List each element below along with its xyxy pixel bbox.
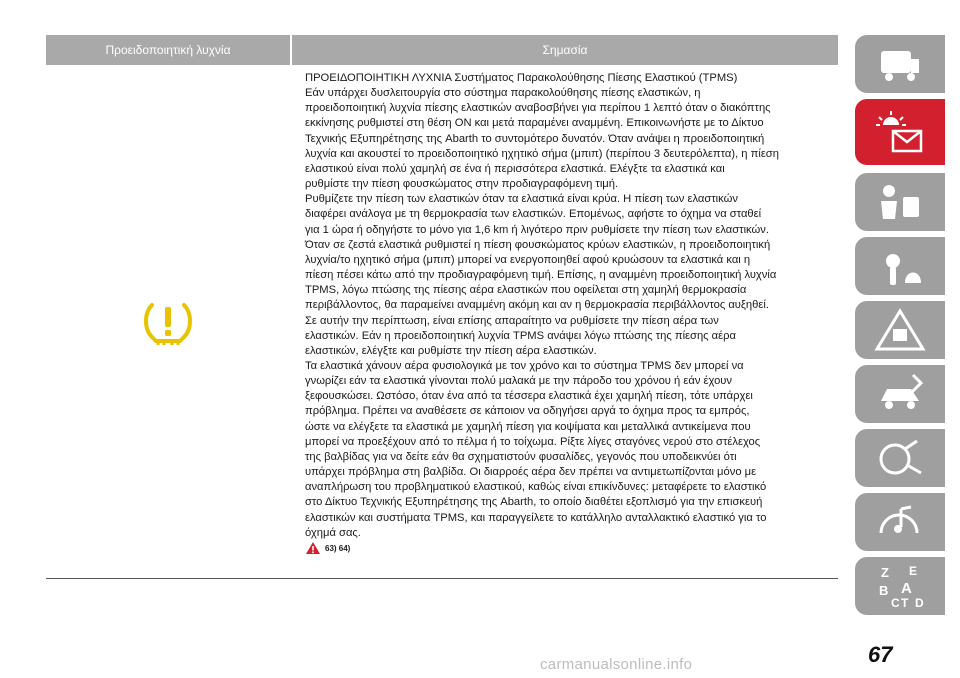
meaning-text xyxy=(305,71,835,541)
body-line: ώστε να ελέγξετε τα ελαστικά με χαμηλή πίεση για κοψίματα και μεταλλικά αντικείμενα που xyxy=(305,420,751,433)
technical-data-icon xyxy=(871,435,929,481)
body-line: λυχνία/το ηχητικό σήμα (μπιπ) μπορεί να ενεργοποιηθεί αφού κρυώσουν τα ελαστικά και η xyxy=(305,253,751,266)
body-line: Τεχνικής Εξυπηρέτησης της Abarth το συντομότερο δυνατόν. Όταν ανάψει η προειδοποιητική xyxy=(305,132,765,145)
car-maintenance-icon xyxy=(871,371,929,417)
body-line: πρόβλημα. Πρέπει να αναθέσετε σε κάποιον να οδηγήσει αργά το όχημα προς τα εμπρός, xyxy=(305,405,750,418)
warning-light-envelope-icon xyxy=(871,109,929,155)
car-emergency-icon xyxy=(871,307,929,353)
car-dashboard-icon xyxy=(871,41,929,87)
body-line: Εάν υπάρχει δυσλειτουργία στο σύστημα παρακολούθησης πίεσης ελαστικών, η xyxy=(305,87,701,100)
tab-technical-data[interactable] xyxy=(855,429,945,487)
body-line: για 1 ώρα ή οδηγήστε το μόνο για 1,6 km ή λιγότερο πριν ρυθμίσετε την πίεση των ελαστικών. xyxy=(305,223,769,236)
tab-warning-lights[interactable] xyxy=(855,99,945,165)
body-line: αναπλήρωση του προβληματικού ελαστικού, καθώς είναι επικίνδυνες: μεταφέρετε το ελαστικό xyxy=(305,481,767,494)
table-header xyxy=(46,35,838,65)
body-line: της βαλβίδας για να δείτε εάν θα σχηματιστούν φυσαλίδες, γεγονός που υποδεικνύει ότι xyxy=(305,450,737,463)
tab-safety[interactable] xyxy=(855,173,945,231)
body-line: Όταν σε ζεστά ελαστικά ρυθμιστεί η πίεση φουσκώματος κρύων ελαστικών, η προειδοποιητική xyxy=(305,238,771,251)
body-line: λυχνία και ακουστεί το προειδοποιητικό ηχητικό σήμα (μπιπ) (περίπου 3 δευτερόλεπτα), η πίεση xyxy=(305,147,779,160)
body-line: ελαστικών, ελέγξτε και ρυθμίστε την πίεση αέρα ελαστικών. xyxy=(305,344,597,357)
body-line: στο Δίκτυο Τεχνικής Εξυπηρέτησης της Abarth, το οποίο διαθέτει εξοπλισμό για την επισκευή xyxy=(305,496,763,509)
steering-wheel-key-icon xyxy=(871,243,929,289)
chapter-tabs xyxy=(855,35,960,621)
alphabetical-index-icon xyxy=(871,563,929,609)
body-line: υπάρχει πρόβλημα στη βαλβίδα. Οι διαρροές αέρα δεν πρέπει να αντιμετωπίζονται μόνο με xyxy=(305,466,757,479)
body-line: TPMS, λόγω πτώσης της πίεσης αέρα ελαστικών που οφείλεται στη χαμηλή θερμοκρασία xyxy=(305,284,747,297)
page-number: 67 xyxy=(868,642,893,667)
warning-triangle-icon xyxy=(305,541,321,555)
index-letter: T xyxy=(901,596,909,609)
header-meaning: Σημασία xyxy=(292,35,838,65)
index-letter: E xyxy=(909,564,918,578)
index-letter: Z xyxy=(881,565,889,580)
body-line: Σε αυτήν την περίπτωση, είναι επίσης απαραίτητο να ρυθμίσετε την πίεση αέρα των xyxy=(305,314,719,327)
warning-references xyxy=(305,538,350,558)
body-line: ελαστικών. Εάν η προειδοποιητική λυχνία TPMS ανάψει λόγω πτώσης της πίεσης αέρα xyxy=(305,329,736,342)
index-letter: A xyxy=(901,580,912,597)
body-line: ελαστικών και συστήματα TPMS, και παραγγείλετε το κατάλληλο ανταλλακτικό ελαστικό για το xyxy=(305,511,767,524)
body-line: ξεφουσκώσει. Ωστόσο, όταν ένα από τα τέσσερα ελαστικά έχει χαμηλή πίεση, τότε υπάρχει xyxy=(305,390,753,403)
body-line: περιβάλλοντος, θα παραμείνει αναμμένη ακόμη και αν η θερμοκρασία περιβάλλοντος αυξηθεί. xyxy=(305,299,769,312)
index-letter: C xyxy=(891,596,900,609)
body-line: ελαστικού είναι πολύ χαμηλή σε ένα ή περισσότερα ελαστικά. Ελέγξτε τα ελαστικά και xyxy=(305,162,725,175)
header-warning-light: Προειδοποιητική λυχνία xyxy=(46,35,290,65)
tab-dashboard[interactable] xyxy=(855,35,945,93)
body-line: διαφέρει ανάλογα με τη θερμοκρασία των ελαστικών. Επομένως, αφήστε το όχημα να σταθεί xyxy=(305,208,762,221)
multimedia-icon xyxy=(871,499,929,545)
car-safety-icon xyxy=(871,179,929,225)
body-line: εκκίνησης ρυθμιστεί στη θέση ON και μετά παραμένει αναμμένη. Επικοινωνήστε με το Δίκτυο xyxy=(305,117,764,130)
warning-light-cell xyxy=(46,66,290,576)
tab-index[interactable] xyxy=(855,557,945,615)
body-line: ΠΡΟΕΙΔΟΠΟΙΗΤΙΚΗ ΛΥΧΝΙΑ Συστήματος Παρακολούθησης Πίεσης Ελαστικού (TPMS) xyxy=(305,72,738,84)
body-line: όχημά σας. xyxy=(305,526,361,539)
tab-starting-driving[interactable] xyxy=(855,237,945,295)
tab-multimedia[interactable] xyxy=(855,493,945,551)
tab-emergency[interactable] xyxy=(855,301,945,359)
body-line: γνωρίζει εάν τα ελαστικά γίνονται πολύ μαλακά με την πάροδο του χρόνου ή εάν έχουν xyxy=(305,375,733,388)
body-line: προειδοποιητική λυχνία πίεσης ελαστικών αναβοσβήνει για περίπου 1 λεπτό όταν ο διακόπτης xyxy=(305,102,771,115)
warning-refs-text[interactable]: 63) 64) xyxy=(325,543,351,553)
body-line: πίεση πέσει κάτω από την προδιαγραφόμενη τιμή. Επίσης, η αναμμένη προειδοποιητική λυχνία xyxy=(305,269,777,282)
body-line: ρυθμίστε την πίεση φουσκώματος στην προδιαγραφόμενη τιμή. xyxy=(305,178,619,191)
table-bottom-rule xyxy=(46,578,838,579)
body-line: Ρυθμίζετε την πίεση των ελαστικών όταν τα ελαστικά είναι κρύα. Η πίεση των ελαστικών xyxy=(305,193,738,206)
tyre-pressure-warning-icon xyxy=(140,295,196,347)
tab-maintenance[interactable] xyxy=(855,365,945,423)
body-line: Τα ελαστικά χάνουν αέρα φυσιολογικά με τον χρόνο και το σύστημα TPMS δεν μπορεί να xyxy=(305,359,744,372)
index-letter: D xyxy=(915,596,924,609)
watermark: carmanualsonline.info xyxy=(540,656,693,673)
index-letter: B xyxy=(879,583,889,598)
body-line: μπορεί να προεξέχουν από το πέλμα ή το τοίχωμα. Ρίξτε λίγες σταγόνες νερού στο στέλεχος xyxy=(305,435,761,448)
